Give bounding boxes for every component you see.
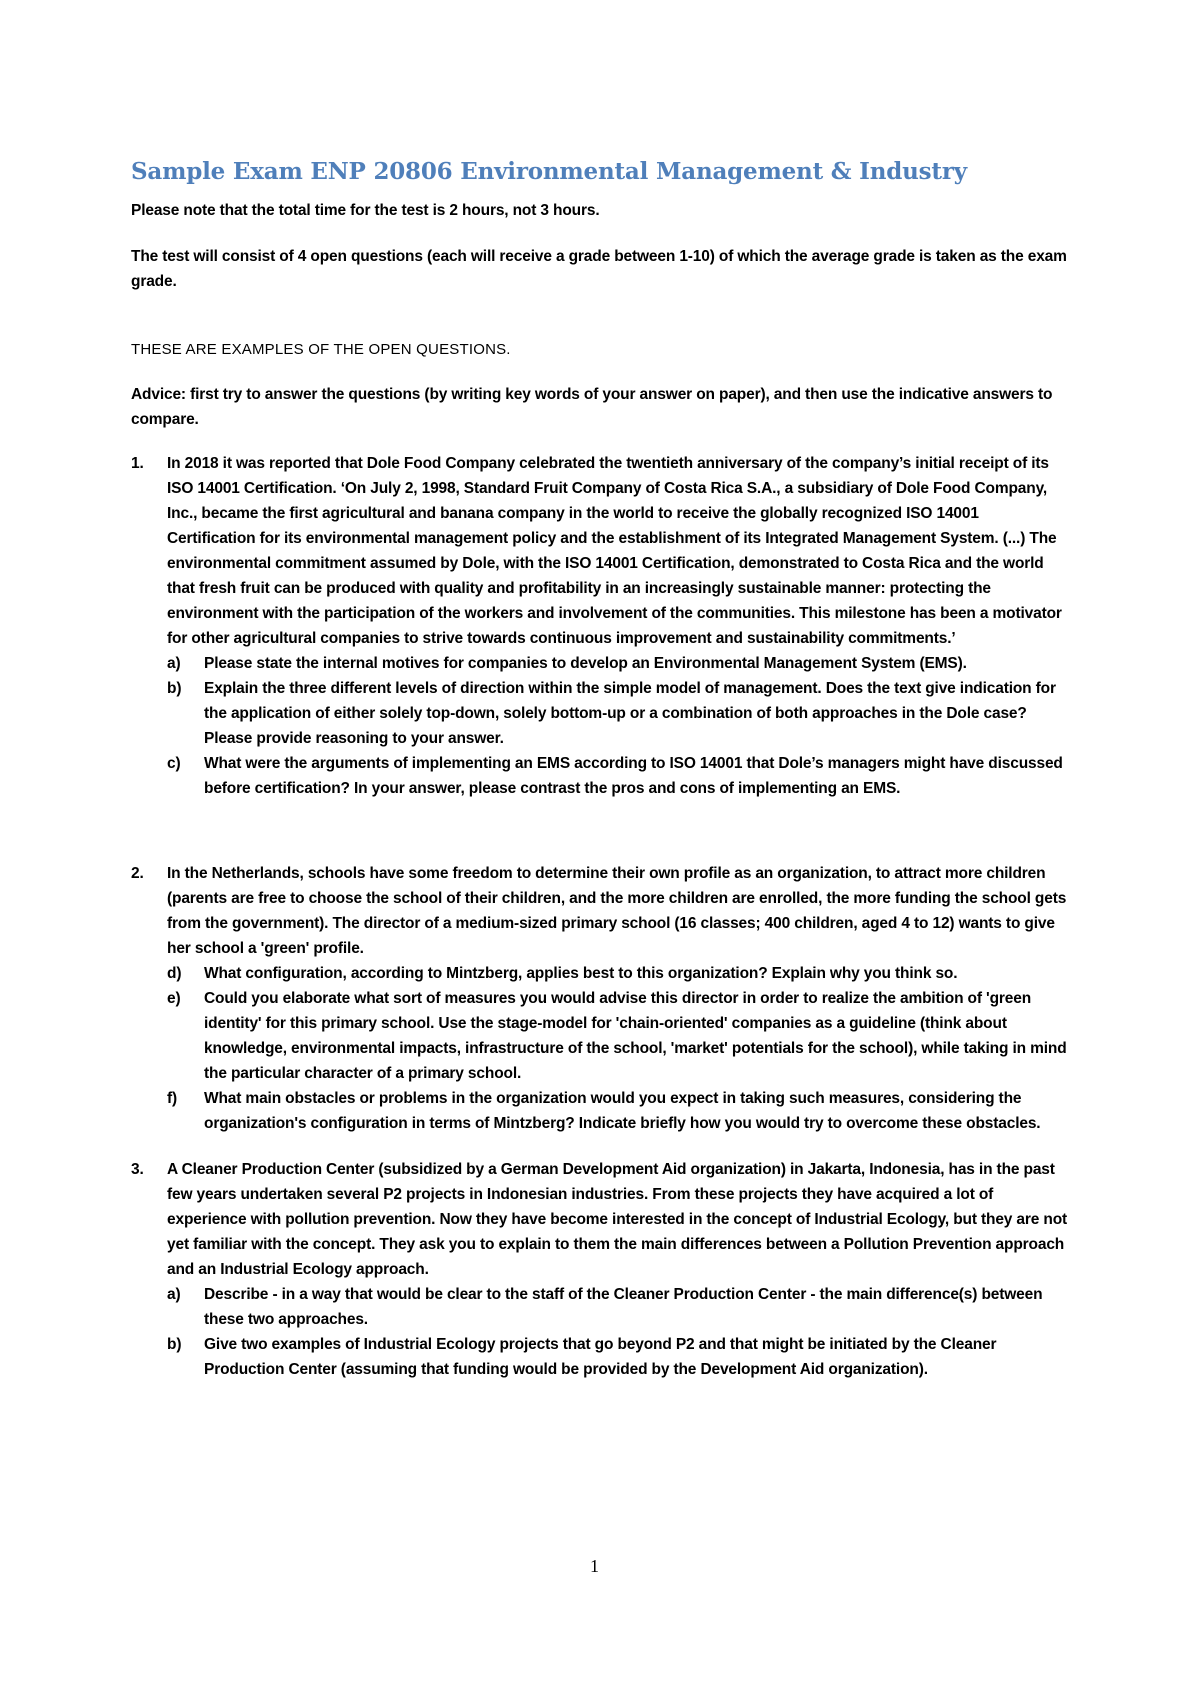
question-number: 1. [131, 455, 144, 472]
question-3 [131, 1157, 1071, 1382]
sub-question-text: What main obstacles or problems in the organization would you expect in taking such measures, considering the organization's configuration in terms of Mintzberg? Indicate briefly how you would try to overcome these obstacles. [204, 1090, 1041, 1132]
sub-question-e [167, 986, 1071, 1086]
question-text: A Cleaner Production Center (subsidized by a German Development Aid organization) in Jakarta, Indonesia, has in the past few years undertaken several P2 projects in Indonesian industries. From these projects they have acquired a lot of experience with pollution prevention. Now they have become interested in the concept of Industrial Ecology, but they are not yet familiar with the concept. They ask you to explain to them the main differences between a Pollution Prevention approach and an Industrial Ecology approach. [167, 1161, 1068, 1278]
sub-question-text: What were the arguments of implementing an EMS according to ISO 14001 that Dole’s managers might have discussed before certification? In your answer, please contrast the pros and cons of implementing an EMS. [204, 755, 1063, 797]
sub-question-text: Explain the three different levels of direction within the simple model of management. Does the text give indication for the application of either solely top-down, solely bottom-up or a combination of both approaches in the Dole case? Please provide reasoning to your answer. [204, 680, 1056, 747]
question-number: 3. [131, 1161, 144, 1178]
sub-question-f [167, 1086, 1071, 1136]
document-title: Sample Exam ENP 20806 Environmental Management & Industry [131, 158, 967, 185]
sub-question-a [167, 651, 1071, 676]
sub-question-text: Could you elaborate what sort of measures you would advise this director in order to realize the ambition of 'green identity' for this primary school. Use the stage-model for 'chain-oriented' companies as a guideline (think about knowledge, environmental impacts, infrastructure of the school, 'market' potentials for the school), while taking in mind the particular character of a primary school. [204, 990, 1067, 1082]
intro-paragraph: The test will consist of 4 open questions (each will receive a grade between 1-10) of which the average grade is taken as the exam grade. [131, 248, 1067, 290]
sub-question-label: d) [167, 965, 182, 982]
sub-question-label: f) [167, 1090, 178, 1107]
sub-question-label: c) [167, 755, 181, 772]
sub-question-label: a) [167, 655, 181, 672]
sub-question-d [167, 961, 1071, 986]
section-heading: THESE ARE EXAMPLES OF THE OPEN QUESTIONS. [131, 341, 511, 358]
sub-question-text: Please state the internal motives for companies to develop an Environmental Management System (EMS). [204, 655, 967, 672]
sub-question-text: Give two examples of Industrial Ecology projects that go beyond P2 and that might be initiated by the Cleaner Production Center (assuming that funding would be provided by the Development Aid organization). [204, 1336, 997, 1378]
sub-question-label: b) [167, 680, 182, 697]
advice-paragraph: Advice: first try to answer the questions (by writing key words of your answer on paper), and then use the indicative answers to compare. [131, 386, 1053, 428]
sub-question-b [167, 1332, 1071, 1382]
sub-question-b [167, 676, 1071, 751]
question-text: In 2018 it was reported that Dole Food Company celebrated the twentieth anniversary of the company’s initial receipt of its ISO 14001 Certification. ‘On July 2, 1998, Standard Fruit Company of Costa Rica S.A., a subsidiary of Dole Food Company, Inc., became the first agricultural and banana company in the world to receive the globally recognized ISO 14001 Certification for its environmental management policy and the establishment of its Integrated Management System. (...) The environmental commitment assumed by Dole, with the ISO 14001 Certification, demonstrated to Costa Rica and the world that fresh fruit can be produced with quality and profitability in an increasingly sustainable manner: protecting the environment with the participation of the workers and involvement of the communities. This milestone has been a motivator for other agricultural companies to strive towards continuous improvement and sustainability commitments.’ [167, 455, 1062, 647]
sub-question-a [167, 1282, 1071, 1332]
question-text: In the Netherlands, schools have some freedom to determine their own profile as an organization, to attract more children (parents are free to choose the school of their children, and the more children are enrolled, the more funding the school gets from the government). The director of a medium-sized primary school (16 classes; 400 children, aged 4 to 12) wants to give her school a 'green' profile. [167, 865, 1067, 957]
sub-question-label: b) [167, 1336, 182, 1353]
question-1 [131, 451, 1071, 801]
time-note: Please note that the total time for the test is 2 hours, not 3 hours. [131, 202, 600, 219]
sub-question-c [167, 751, 1071, 801]
page-number: 1 [590, 1556, 599, 1576]
sub-question-text: What configuration, according to Mintzberg, applies best to this organization? Explain why you think so. [204, 965, 958, 982]
question-2 [131, 861, 1071, 1136]
question-number: 2. [131, 865, 144, 882]
sub-question-label: a) [167, 1286, 181, 1303]
sub-question-label: e) [167, 990, 181, 1007]
sub-question-text: Describe - in a way that would be clear to the staff of the Cleaner Production Center - the main difference(s) between these two approaches. [204, 1286, 1043, 1328]
